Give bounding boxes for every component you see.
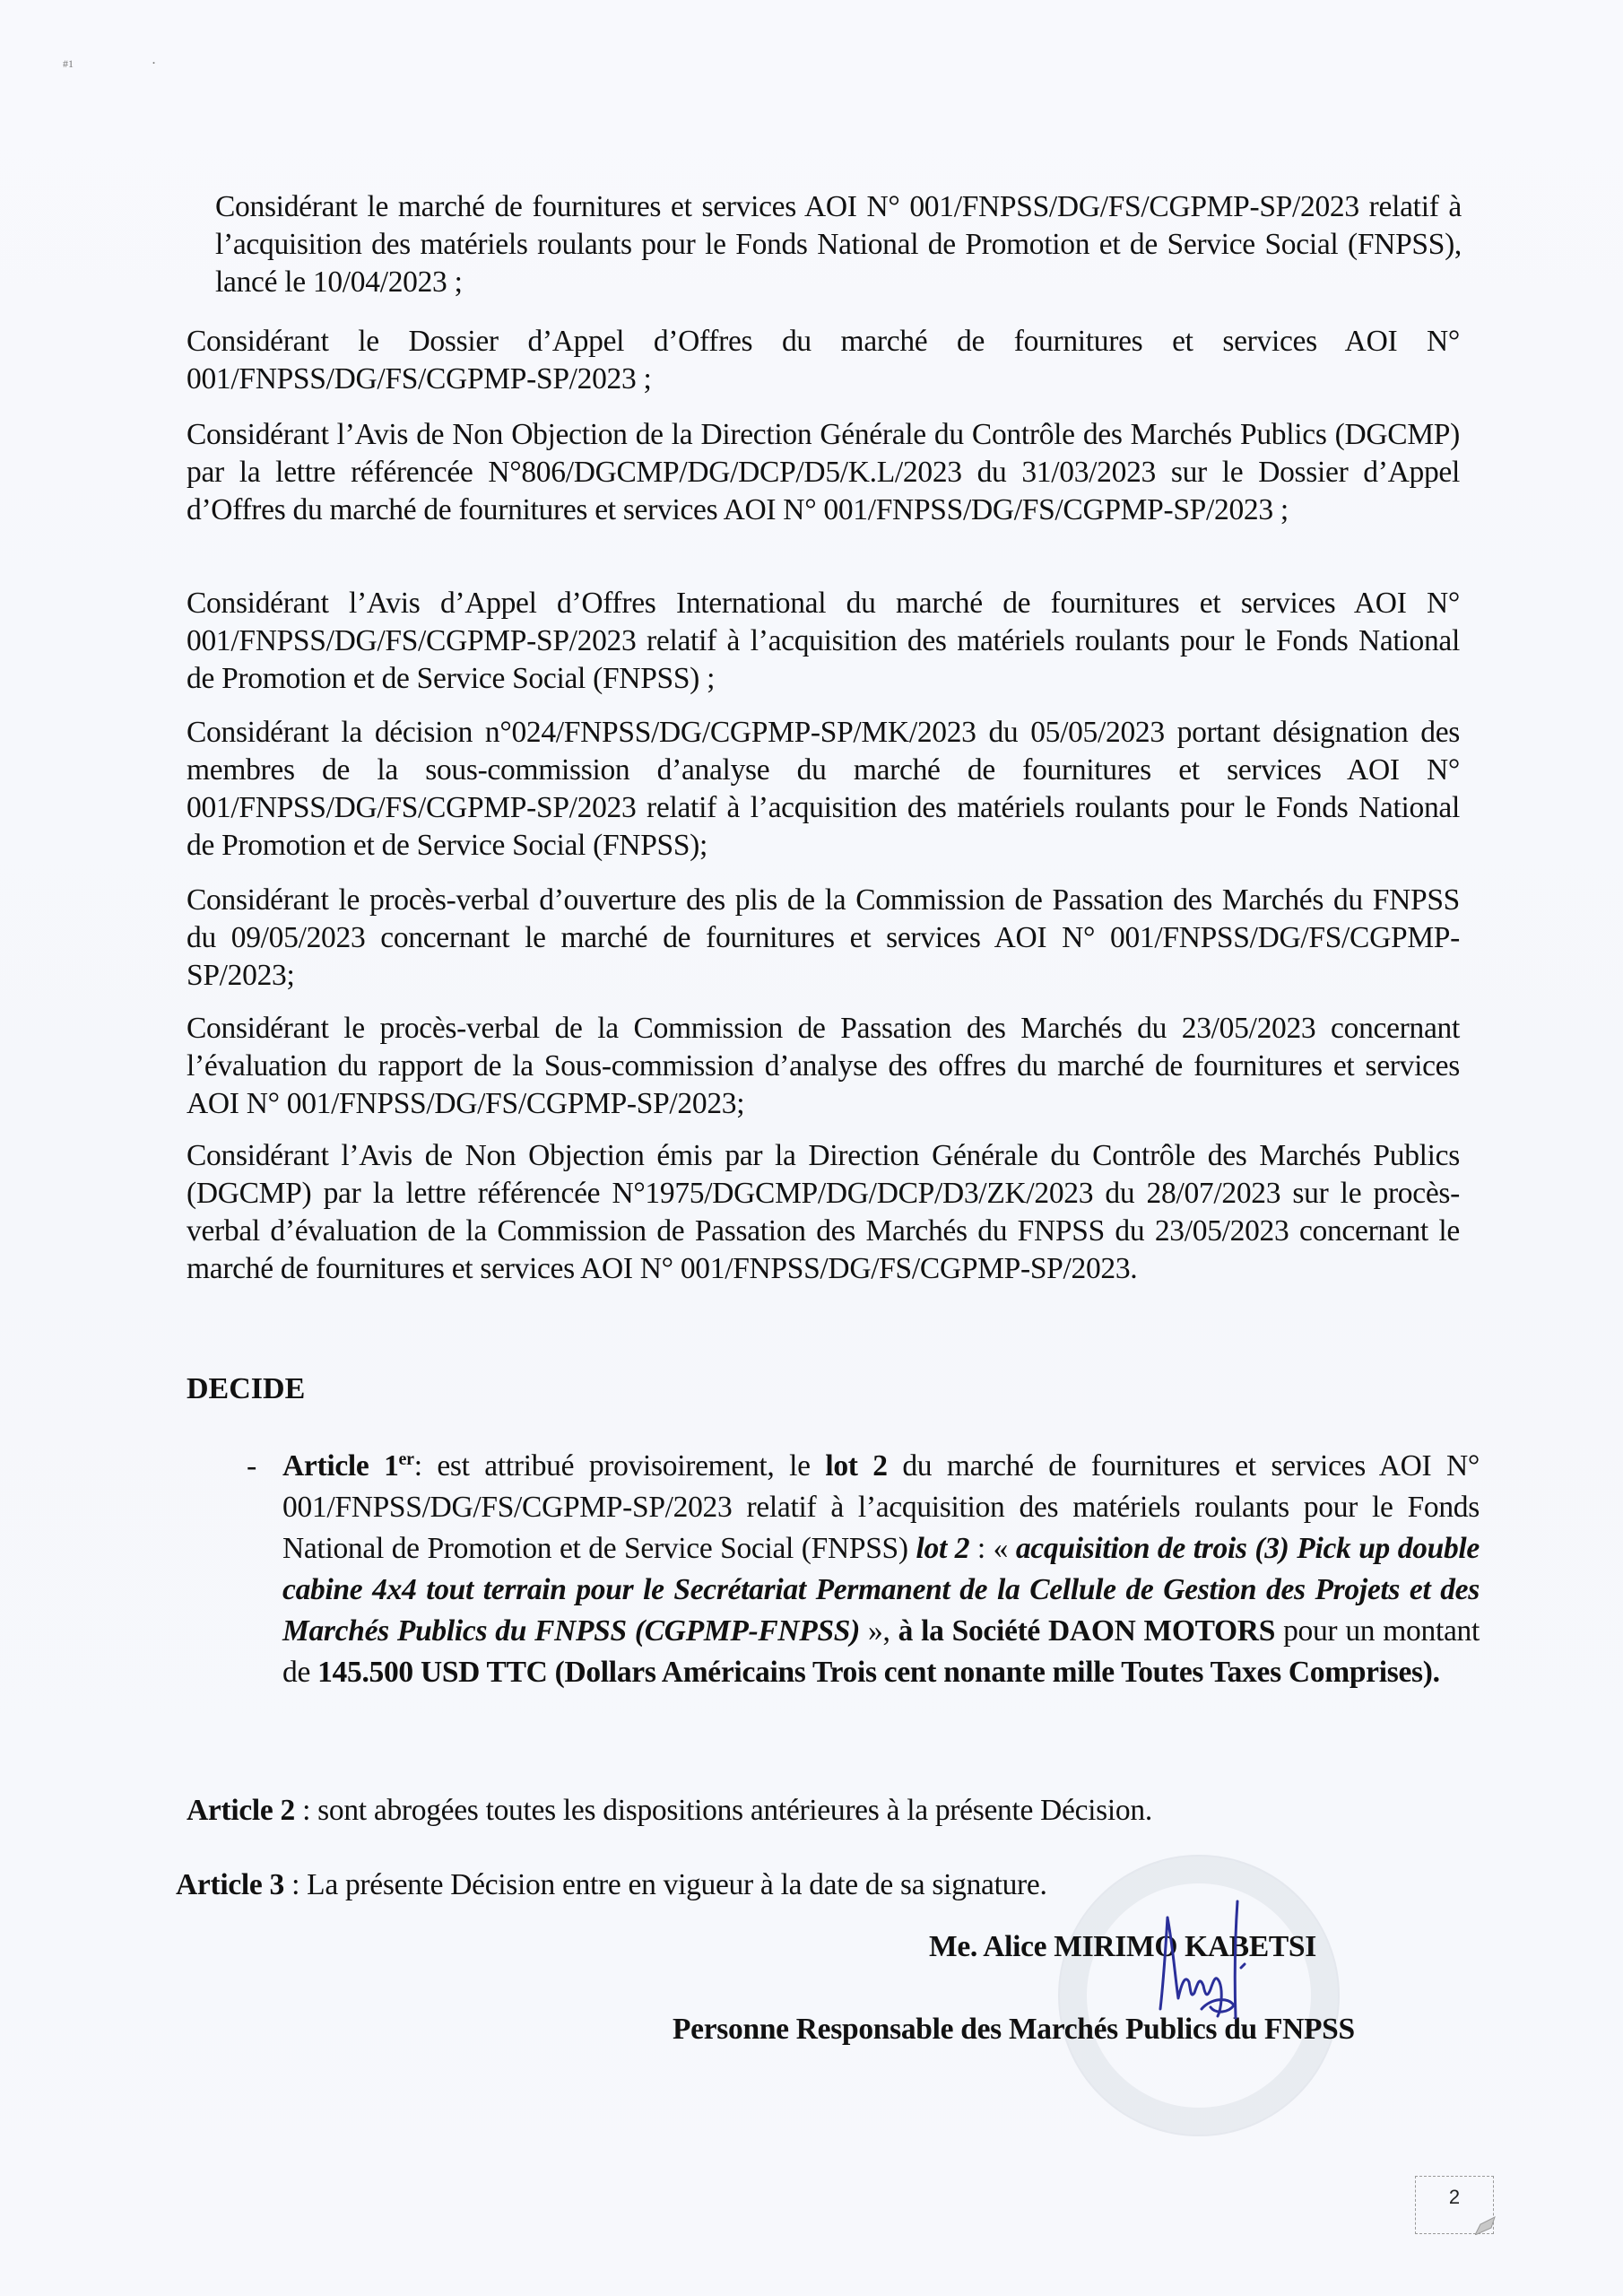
signatory-name: Me. Alice MIRIMO KABETSI: [929, 1930, 1316, 1963]
page-number-box: [1415, 2176, 1494, 2234]
scan-mark: .: [152, 54, 155, 66]
page-curl-icon: [1475, 2215, 1497, 2235]
embossed-seal-stamp: [1058, 1855, 1340, 2136]
contract-amount: 145.500 USD TTC (Dollars Américains Trois cent nonante mille Toutes Taxes Comprises).: [317, 1656, 1440, 1689]
article-3-label: Article 3: [176, 1868, 284, 1901]
awardee: à la Société DAON MOTORS: [898, 1614, 1276, 1648]
consideration-paragraph: Considérant l’Avis de Non Objection de la Direction Générale du Contrôle des Marchés Publics (DGCMP) par la lettre référencée N°806/DGCMP/DG/DCP/D5/K.L/2023 du 31/03/2023 sur le Dossier d’Appel d’Offres du marché de fournitures et services AOI N° 001/FNPSS/DG/FS/CGPMP-SP/2023 ;: [187, 418, 1460, 526]
consideration-paragraph: Considérant le marché de fournitures et services AOI N° 001/FNPSS/DG/FS/CGPMP-SP/2023 relatif à l’acquisition des matériels roulants pour le Fonds National de Promotion et de Service Social (FNPSS), lancé le 10/04/2023 ;: [215, 190, 1462, 299]
scan-mark: #1: [63, 57, 74, 70]
lot-number-italic: lot 2: [916, 1532, 970, 1565]
bullet-dash: -: [247, 1449, 257, 1483]
article-3-text: : La présente Décision entre en vigueur à la date de sa signature.: [284, 1868, 1047, 1901]
article-2: [187, 1794, 1152, 1828]
signatory-title: Personne Responsable des Marchés Publics du FNPSS: [673, 2013, 1355, 2046]
article-2-text: : sont abrogées toutes les dispositions antérieures à la présente Décision.: [295, 1794, 1152, 1827]
lot-number: lot 2: [825, 1449, 888, 1483]
article-1: [247, 1446, 1480, 1693]
consideration-paragraph: Considérant le Dossier d’Appel d’Offres du marché de fournitures et services AOI N° 001/FNPSS/DG/FS/CGPMP-SP/2023 ;: [187, 325, 1460, 396]
contract-object: acquisition de trois (3) Pick up double cabine 4x4 tout terrain pour le Secrétariat Permanent de la Cellule de Gestion des Projets et des Marchés Publics du FNPSS (CGPMP-FNPSS): [282, 1532, 1480, 1648]
scan-marks: [54, 54, 170, 90]
article-3: [176, 1868, 1047, 1902]
decide-heading: DECIDE: [187, 1372, 306, 1405]
article-2-label: Article 2: [187, 1794, 295, 1827]
consideration-paragraph: Considérant le procès-verbal de la Commission de Passation des Marchés du 23/05/2023 concernant l’évaluation du rapport de la Sous-commission d’analyse des offres du marché de fournitures et services AOI N° 001/FNPSS/DG/FS/CGPMP-SP/2023;: [187, 1012, 1460, 1120]
consideration-paragraph: Considérant l’Avis d’Appel d’Offres International du marché de fournitures et services AOI N° 001/FNPSS/DG/FS/CGPMP-SP/2023 relatif à l’acquisition des matériels roulants pour le Fonds National de Promotion et de Service Social (FNPSS) ;: [187, 587, 1460, 695]
consideration-paragraph: Considérant l’Avis de Non Objection émis par la Direction Générale du Contrôle des Marchés Publics (DGCMP) par la lettre référencée N°1975/DGCMP/DG/DCP/D3/ZK/2023 du 28/07/2023 sur le procès-verbal d’évaluation de la Commission de Passation des Marchés du FNPSS du 23/05/2023 concernant le marché de fournitures et services AOI N° 001/FNPSS/DG/FS/CGPMP-SP/2023.: [187, 1139, 1460, 1285]
consideration-paragraph: Considérant la décision n°024/FNPSS/DG/CGPMP-SP/MK/2023 du 05/05/2023 portant désignation des membres de la sous-commission d’analyse du marché de fournitures et services AOI N° 001/FNPSS/DG/FS/CGPMP-SP/2023 relatif à l’acquisition des matériels roulants pour le Fonds National de Promotion et de Service Social (FNPSS);: [187, 716, 1460, 862]
page-number: 2: [1448, 2186, 1461, 2208]
consideration-paragraph: Considérant le procès-verbal d’ouverture des plis de la Commission de Passation des Marchés du FNPSS du 09/05/2023 concernant le marché de fournitures et services AOI N° 001/FNPSS/DG/FS/CGPMP-SP/2023;: [187, 883, 1460, 992]
article-1-label: Article 1er: [282, 1448, 414, 1483]
article-1-content: Article 1er: est attribué provisoirement, le lot 2 du marché de fournitures et services AOI N° 001/FNPSS/DG/FS/CGPMP-SP/2023 relatif à l’acquisition des matériels roulants pour le Fonds National de Promotion et de Service Social (FNPSS) lot 2 : « acquisition de trois (3) Pick up double cabine 4x4 tout terrain pour le Secrétariat Permanent de la Cellule de Gestion des Projets et des Marchés Publics du FNPSS (CGPMP-FNPSS) », à la Société DAON MOTORS pour un montant de 145.500 USD TTC (Dollars Américains Trois cent nonante mille Toutes Taxes Comprises).: [282, 1448, 1480, 1689]
